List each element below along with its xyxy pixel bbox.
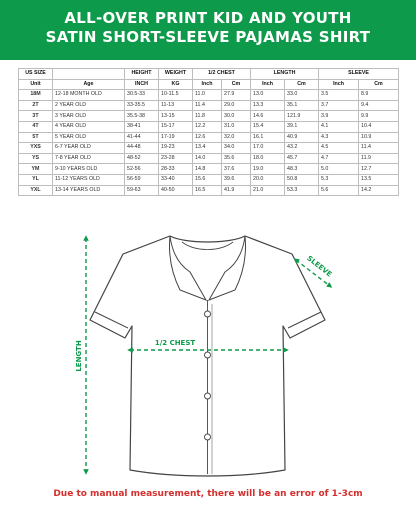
cell-chest-inch: 14.0 xyxy=(193,153,222,164)
cell-height-inch: 41-44 xyxy=(125,132,159,143)
cell-sleeve-inch: 3.5 xyxy=(319,90,359,101)
subheader-length-inch: Inch xyxy=(251,79,285,90)
cell-chest-inch: 12.6 xyxy=(193,132,222,143)
cell-length-cm: 35.1 xyxy=(285,100,319,111)
cell-height-inch: 30.5-33 xyxy=(125,90,159,101)
cell-height-inch: 56-59 xyxy=(125,174,159,185)
cell-age: 2 YEAR OLD xyxy=(53,100,125,111)
header-length: LENGTH xyxy=(251,69,319,80)
cell-age: 11-12 YEARS OLD xyxy=(53,174,125,185)
cell-chest-inch: 11.0 xyxy=(193,90,222,101)
cell-sleeve-cm: 11.4 xyxy=(359,143,399,154)
table-unit-header-row xyxy=(19,79,399,90)
cell-height-inch: 59-63 xyxy=(125,185,159,196)
title-banner xyxy=(0,0,416,60)
cell-length-inch: 17.0 xyxy=(251,143,285,154)
cell-sleeve-inch: 4.1 xyxy=(319,121,359,132)
cell-chest-cm: 37.6 xyxy=(222,164,251,175)
table-row xyxy=(19,174,399,185)
subheader-kg: KG xyxy=(159,79,193,90)
title-line-1: ALL-OVER PRINT KID AND YOUTH xyxy=(64,9,352,27)
cell-length-inch: 20.0 xyxy=(251,174,285,185)
table-row xyxy=(19,143,399,154)
cell-us-size: YM xyxy=(19,164,53,175)
cell-sleeve-inch: 3.7 xyxy=(319,100,359,111)
cell-length-inch: 13.3 xyxy=(251,100,285,111)
cell-weight-kg: 15-17 xyxy=(159,121,193,132)
cell-sleeve-cm: 14.2 xyxy=(359,185,399,196)
cell-height-inch: 35.5-38 xyxy=(125,111,159,122)
cell-chest-cm: 27.9 xyxy=(222,90,251,101)
cell-length-cm: 45.7 xyxy=(285,153,319,164)
cell-us-size: 5T xyxy=(19,132,53,143)
cell-sleeve-inch: 3.9 xyxy=(319,111,359,122)
cell-length-inch: 14.6 xyxy=(251,111,285,122)
cell-chest-inch: 16.5 xyxy=(193,185,222,196)
cell-length-inch: 13.0 xyxy=(251,90,285,101)
cell-height-inch: 33-35.5 xyxy=(125,100,159,111)
cell-chest-inch: 11.4 xyxy=(193,100,222,111)
cell-length-inch: 15.4 xyxy=(251,121,285,132)
cell-sleeve-cm: 8.9 xyxy=(359,90,399,101)
subheader-length-cm: Cm xyxy=(285,79,319,90)
cell-age: 6-7 YEAR OLD xyxy=(53,143,125,154)
cell-weight-kg: 28-33 xyxy=(159,164,193,175)
cell-us-size: 4T xyxy=(19,121,53,132)
cell-us-size: YL xyxy=(19,174,53,185)
cell-chest-cm: 34.0 xyxy=(222,143,251,154)
cell-weight-kg: 17-19 xyxy=(159,132,193,143)
cell-age: 12-18 MONTH OLD xyxy=(53,90,125,101)
cell-us-size: YXL xyxy=(19,185,53,196)
table-row xyxy=(19,132,399,143)
cell-chest-inch: 13.4 xyxy=(193,143,222,154)
table-row xyxy=(19,111,399,122)
subheader-age: Age xyxy=(53,79,125,90)
size-table-body xyxy=(19,90,399,196)
cell-us-size: 18M xyxy=(19,90,53,101)
cell-length-inch: 21.0 xyxy=(251,185,285,196)
subheader-inch: INCH xyxy=(125,79,159,90)
cell-length-inch: 16.1 xyxy=(251,132,285,143)
cell-sleeve-cm: 9.4 xyxy=(359,100,399,111)
cell-length-cm: 53.3 xyxy=(285,185,319,196)
chest-label: 1/2 CHEST xyxy=(154,339,196,347)
cell-length-cm: 121.9 xyxy=(285,111,319,122)
cell-sleeve-cm: 9.9 xyxy=(359,111,399,122)
length-label: LENGTH xyxy=(75,340,83,372)
cell-chest-inch: 15.6 xyxy=(193,174,222,185)
header-blank xyxy=(53,69,125,80)
cell-sleeve-inch: 4.5 xyxy=(319,143,359,154)
cell-length-cm: 33.0 xyxy=(285,90,319,101)
cell-chest-cm: 31.0 xyxy=(222,121,251,132)
cell-sleeve-inch: 5.6 xyxy=(319,185,359,196)
cell-height-inch: 48-52 xyxy=(125,153,159,164)
cell-chest-inch: 12.2 xyxy=(193,121,222,132)
cell-weight-kg: 40-50 xyxy=(159,185,193,196)
button-icon xyxy=(205,311,211,317)
cell-sleeve-cm: 11.9 xyxy=(359,153,399,164)
cell-chest-cm: 35.6 xyxy=(222,153,251,164)
button-icon xyxy=(205,393,211,399)
cell-height-inch: 52-56 xyxy=(125,164,159,175)
cell-sleeve-inch: 5.3 xyxy=(319,174,359,185)
subheader-unit: Unit xyxy=(19,79,53,90)
cell-sleeve-cm: 13.5 xyxy=(359,174,399,185)
cell-age: 4 YEAR OLD xyxy=(53,121,125,132)
subheader-sleeve-cm: Cm xyxy=(359,79,399,90)
cell-weight-kg: 13-15 xyxy=(159,111,193,122)
subheader-sleeve-inch: Inch xyxy=(319,79,359,90)
header-sleeve: SLEEVE xyxy=(319,69,399,80)
table-row xyxy=(19,185,399,196)
cell-age: 5 YEAR OLD xyxy=(53,132,125,143)
cell-chest-cm: 39.6 xyxy=(222,174,251,185)
header-height: HEIGHT xyxy=(125,69,159,80)
cell-length-cm: 40.9 xyxy=(285,132,319,143)
cell-age: 13-14 YEARS OLD xyxy=(53,185,125,196)
cell-sleeve-cm: 10.9 xyxy=(359,132,399,143)
button-icon xyxy=(205,352,211,358)
cell-sleeve-inch: 4.7 xyxy=(319,153,359,164)
cell-weight-kg: 33-40 xyxy=(159,174,193,185)
sleeve-label: SLEEVE xyxy=(305,254,334,279)
cell-chest-cm: 29.0 xyxy=(222,100,251,111)
cell-us-size: YS xyxy=(19,153,53,164)
cell-height-inch: 44-48 xyxy=(125,143,159,154)
cell-chest-cm: 41.9 xyxy=(222,185,251,196)
size-chart-table xyxy=(18,68,399,196)
measurement-footnote: Due to manual measurement, there will be an error of 1-3cm xyxy=(53,489,363,499)
header-us-size: US SIZE xyxy=(19,69,53,80)
subheader-chest-inch: Inch xyxy=(193,79,222,90)
cell-sleeve-cm: 12.7 xyxy=(359,164,399,175)
table-row xyxy=(19,121,399,132)
cell-weight-kg: 19-23 xyxy=(159,143,193,154)
header-half-chest: 1/2 CHEST xyxy=(193,69,251,80)
cell-sleeve-inch: 5.0 xyxy=(319,164,359,175)
cell-sleeve-cm: 10.4 xyxy=(359,121,399,132)
cell-chest-inch: 11.8 xyxy=(193,111,222,122)
cell-us-size: 2T xyxy=(19,100,53,111)
button-icon xyxy=(205,434,211,440)
cell-height-inch: 38-41 xyxy=(125,121,159,132)
cell-length-inch: 18.0 xyxy=(251,153,285,164)
cell-sleeve-inch: 4.3 xyxy=(319,132,359,143)
table-row xyxy=(19,90,399,101)
cell-length-cm: 39.1 xyxy=(285,121,319,132)
cell-chest-cm: 32.0 xyxy=(222,132,251,143)
cell-weight-kg: 11-13 xyxy=(159,100,193,111)
cell-weight-kg: 23-28 xyxy=(159,153,193,164)
cell-length-cm: 48.3 xyxy=(285,164,319,175)
cell-length-cm: 43.2 xyxy=(285,143,319,154)
cell-length-inch: 19.0 xyxy=(251,164,285,175)
table-group-header-row xyxy=(19,69,399,80)
title-line-2: SATIN SHORT-SLEEVE PAJAMAS SHIRT xyxy=(45,28,371,46)
table-row xyxy=(19,100,399,111)
header-weight: WEIGHT xyxy=(159,69,193,80)
table-row xyxy=(19,153,399,164)
table-row xyxy=(19,164,399,175)
cell-chest-inch: 14.8 xyxy=(193,164,222,175)
cell-weight-kg: 10-11.5 xyxy=(159,90,193,101)
cell-age: 9-10 YEARS OLD xyxy=(53,164,125,175)
cell-length-cm: 50.8 xyxy=(285,174,319,185)
cell-us-size: YXS xyxy=(19,143,53,154)
cell-chest-cm: 30.0 xyxy=(222,111,251,122)
shirt-measurement-diagram xyxy=(0,222,416,482)
cell-age: 3 YEAR OLD xyxy=(53,111,125,122)
subheader-chest-cm: Cm xyxy=(222,79,251,90)
cell-us-size: 3T xyxy=(19,111,53,122)
cell-age: 7-8 YEAR OLD xyxy=(53,153,125,164)
